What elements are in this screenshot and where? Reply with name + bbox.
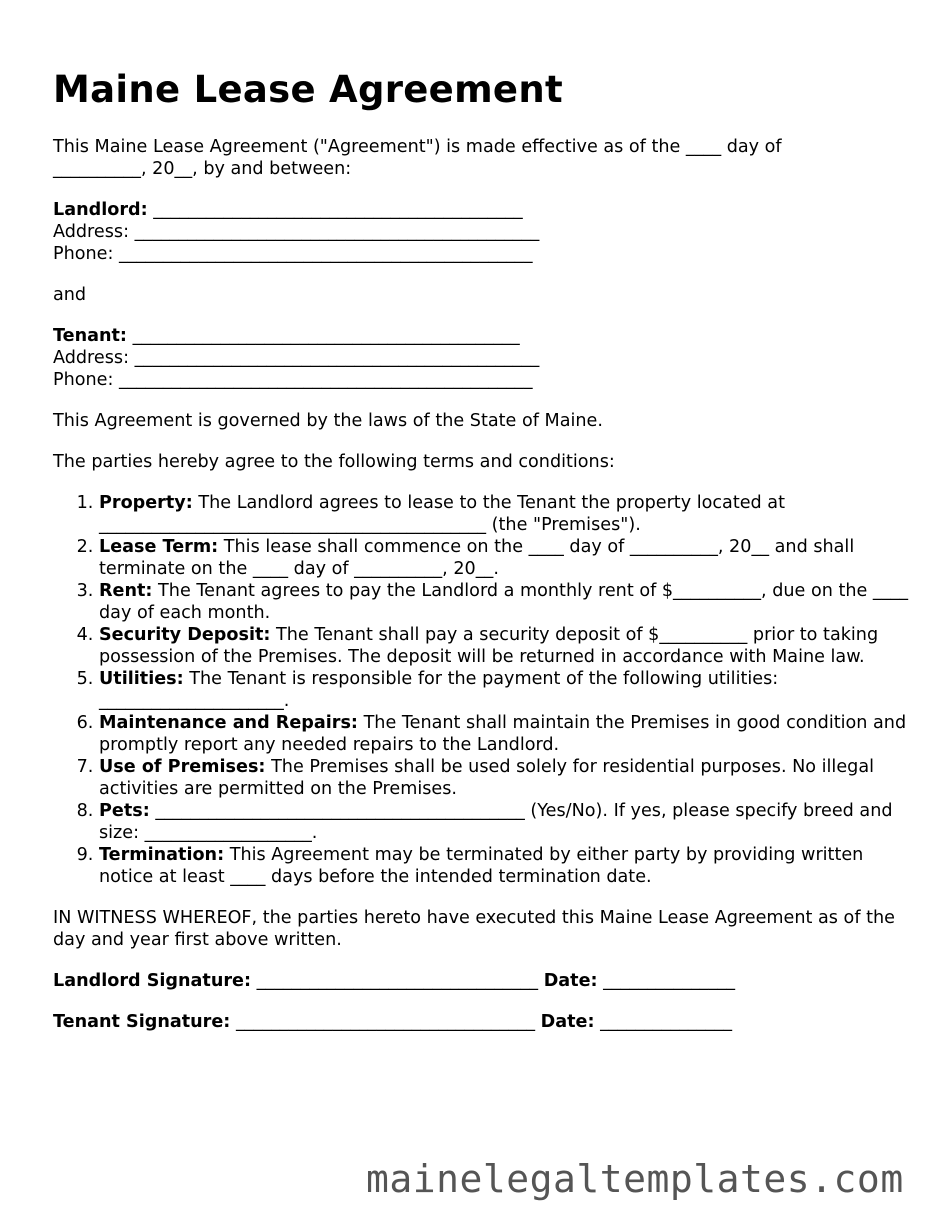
tenant-signature-blank: __________________________________ bbox=[235, 1012, 536, 1032]
term-label: Use of Premises: bbox=[99, 757, 266, 777]
term-security-deposit bbox=[99, 624, 913, 668]
landlord-name-blank: __________________________________________ bbox=[153, 200, 523, 220]
landlord-date-blank: _______________ bbox=[603, 971, 736, 991]
term-label: Security Deposit: bbox=[99, 625, 271, 645]
term-text: The Tenant shall maintain the Premises in good condition and promptly report any needed repairs to the Landlord. bbox=[99, 713, 907, 755]
tenant-block bbox=[53, 325, 913, 391]
witness-paragraph: IN WITNESS WHEREOF, the parties hereto have executed this Maine Lease Agreement as of the day and year first above written. bbox=[53, 908, 895, 950]
term-utilities bbox=[99, 668, 913, 712]
term-label: Pets: bbox=[99, 801, 150, 821]
term-text: The Premises shall be used solely for residential purposes. No illegal activities are permitted on the Premises. bbox=[99, 757, 874, 799]
landlord-signature-label: Landlord Signature: bbox=[53, 971, 251, 991]
term-maintenance bbox=[99, 712, 913, 756]
tenant-address-blank: ______________________________________________ bbox=[134, 348, 540, 368]
term-text: The Tenant agrees to pay the Landlord a monthly rent of $__________, due on the ____ day of each month. bbox=[99, 581, 909, 623]
tenant-signature-label: Tenant Signature: bbox=[53, 1012, 231, 1032]
governed-paragraph: This Agreement is governed by the laws of the State of Maine. bbox=[53, 411, 603, 431]
landlord-address-label: Address: bbox=[53, 222, 129, 242]
and-text: and bbox=[53, 285, 87, 305]
tenant-name-blank: ____________________________________________ bbox=[132, 326, 520, 346]
term-use-of-premises bbox=[99, 756, 913, 800]
term-label: Lease Term: bbox=[99, 537, 219, 557]
landlord-phone-blank: _______________________________________________ bbox=[119, 244, 533, 264]
term-text: This Agreement may be terminated by either party by providing written notice at least ____ days before the intended termination date. bbox=[99, 845, 864, 887]
landlord-signature-line bbox=[53, 970, 913, 992]
term-text: __________________________________________ (Yes/No). If yes, please specify breed and size: ___________________. bbox=[99, 801, 893, 843]
term-text: This lease shall commence on the ____ day of __________, 20__ and shall terminate on the ____ day of __________, 20__. bbox=[99, 537, 855, 579]
landlord-label: Landlord: bbox=[53, 200, 148, 220]
term-text: The Landlord agrees to lease to the Tenant the property located at ____________________________________________ (the "Premises"). bbox=[99, 493, 785, 535]
tenant-phone-blank: _______________________________________________ bbox=[119, 370, 533, 390]
landlord-phone-label: Phone: bbox=[53, 244, 114, 264]
document-title: Maine Lease Agreement bbox=[53, 68, 563, 111]
landlord-address-blank: ______________________________________________ bbox=[134, 222, 540, 242]
tenant-label: Tenant: bbox=[53, 326, 127, 346]
term-label: Property: bbox=[99, 493, 193, 513]
terms-list bbox=[53, 492, 913, 888]
term-label: Rent: bbox=[99, 581, 153, 601]
intro-paragraph bbox=[53, 136, 913, 180]
watermark-text: mainelegaltemplates.com bbox=[366, 1157, 904, 1201]
agree-intro-paragraph: The parties hereby agree to the following terms and conditions: bbox=[53, 452, 615, 472]
intro-line-2: __________, 20__, by and between: bbox=[53, 159, 352, 179]
document-body bbox=[53, 136, 913, 1033]
term-rent bbox=[99, 580, 913, 624]
landlord-date-label: Date: bbox=[543, 971, 598, 991]
landlord-signature-blank: ________________________________ bbox=[256, 971, 539, 991]
tenant-signature-line bbox=[53, 1011, 913, 1033]
term-label: Termination: bbox=[99, 845, 225, 865]
tenant-address-label: Address: bbox=[53, 348, 129, 368]
intro-line-1: This Maine Lease Agreement ("Agreement") is made effective as of the ____ day of bbox=[53, 137, 782, 157]
landlord-block bbox=[53, 199, 913, 265]
term-label: Utilities: bbox=[99, 669, 184, 689]
tenant-phone-label: Phone: bbox=[53, 370, 114, 390]
term-text: The Tenant is responsible for the payment of the following utilities: _____________________. bbox=[99, 669, 779, 711]
term-termination bbox=[99, 844, 913, 888]
term-text: The Tenant shall pay a security deposit of $__________ prior to taking possession of the Premises. The deposit will be returned in accordance with Maine law. bbox=[99, 625, 879, 667]
tenant-date-blank: _______________ bbox=[600, 1012, 733, 1032]
term-property bbox=[99, 492, 913, 536]
term-label: Maintenance and Repairs: bbox=[99, 713, 358, 733]
term-lease-term bbox=[99, 536, 913, 580]
term-pets bbox=[99, 800, 913, 844]
tenant-date-label: Date: bbox=[540, 1012, 595, 1032]
